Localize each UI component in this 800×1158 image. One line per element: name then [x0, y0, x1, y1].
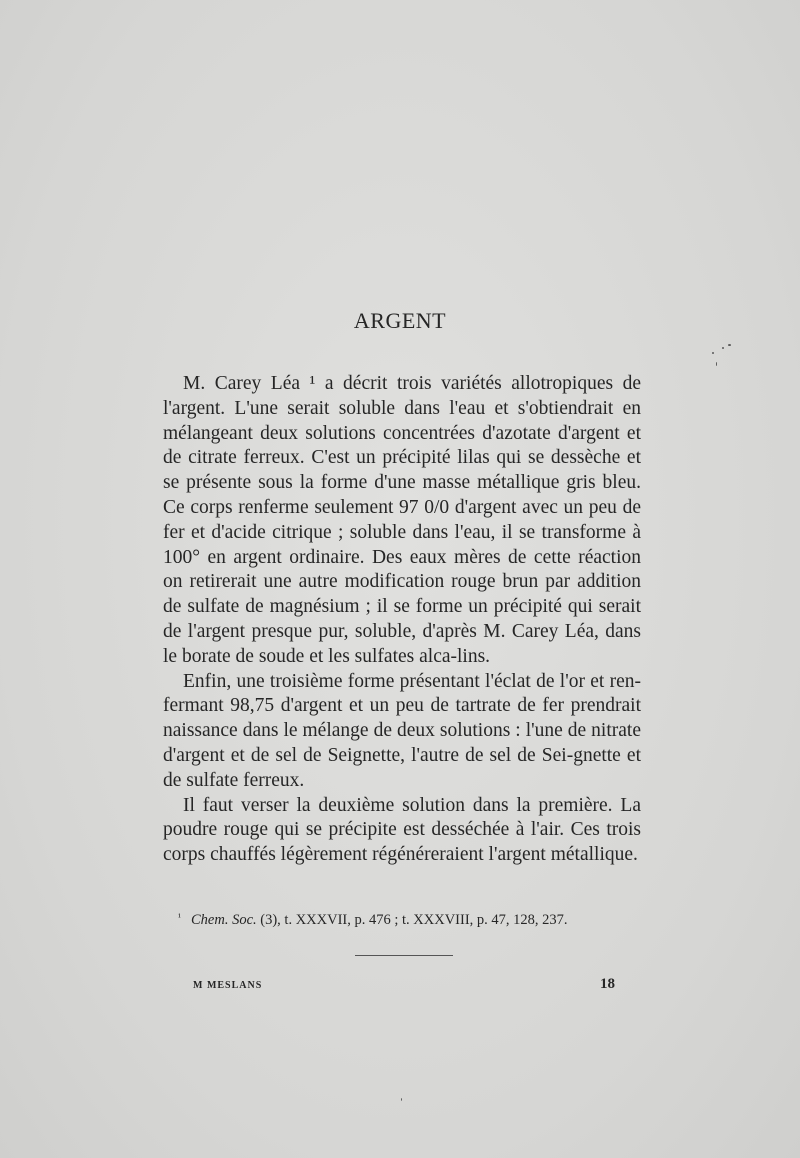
- footnote-text: (3), t. XXXVII, p. 476 ; t. XXXVIII, p. 47, 128, 237.: [260, 912, 568, 928]
- paragraph-1: M. Carey Léa ¹ a décrit trois variétés allotropiques de l'argent. L'une serait soluble dans l'eau et s'obtiendrait en mélangeant deux solutions concentrées d'azotate d'argent et de citrate ferreux. C'est un précipité lilas qui se dessèche et se présente sous la forme d'une masse métallique gris bleu. Ce corps renferme seulement 97 0/0 d'argent avec un peu de fer et d'acide citrique ; soluble dans l'eau, il se transforme à 100° en argent ordinaire. Des eaux mères de cette réaction on retirerait une autre modification rouge brun par addition de sulfate de magnésium ; il se forme un précipité qui serait de l'argent presque pur, soluble, d'après M. Carey Léa, dans le borate de soude et les sulfates alca-lins.: [163, 373, 641, 667]
- signature-number: 18: [600, 976, 615, 992]
- divider-rule: [355, 955, 453, 956]
- footnote-source: Chem. Soc.: [191, 912, 257, 928]
- body-text: [163, 372, 641, 868]
- signature-author: M MESLANS: [193, 980, 263, 991]
- paper-speck: [728, 344, 731, 346]
- paper-speck: [712, 352, 714, 354]
- paper-speck: [716, 362, 717, 366]
- paragraph-3: Il faut verser la deuxième solution dans la première. La poudre rouge qui se précipite est desséchée à l'air. Ces trois corps chauffés légèrement régénéreraient l'argent métallique.: [163, 794, 641, 866]
- footnote-mark: ¹: [178, 912, 181, 923]
- paper-speck: [401, 1098, 402, 1101]
- page-title: ARGENT: [353, 308, 447, 333]
- footnote: [178, 912, 648, 929]
- paragraph-2: Enfin, une troisième forme présentant l'éclat de l'or et ren-fermant 98,75 d'argent et un peu de tartrate de fer prendrait naissance dans le mélange de deux solutions : l'une de nitrate d'argent et de sel de Seignette, l'autre de sel de Sei-gnette et de sulfate ferreux.: [163, 670, 641, 791]
- paper-speck: [722, 347, 724, 349]
